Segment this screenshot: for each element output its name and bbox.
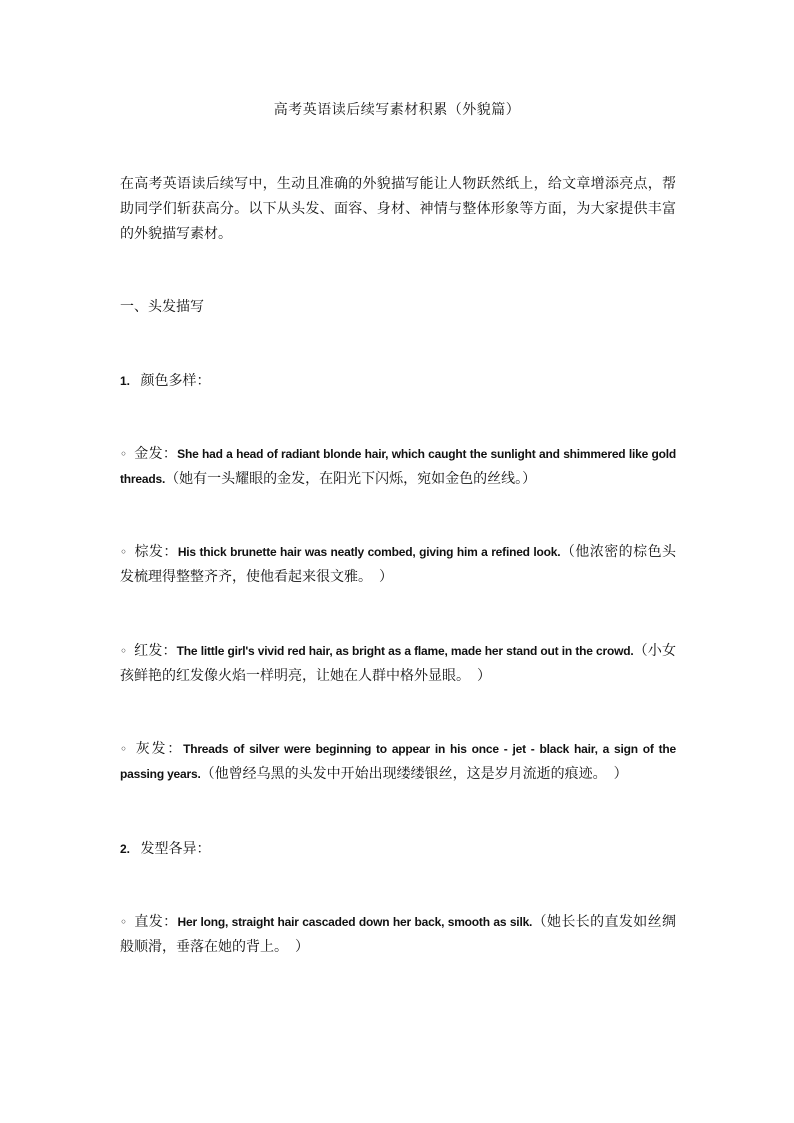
chinese-translation: （小女孩鲜艳的红发像火焰一样明亮，让她在人群中格外显眼。 ）: [120, 643, 677, 684]
list-item-red: [120, 639, 676, 689]
subheading-label: 发型各异：: [140, 841, 211, 857]
section-heading-hair: 一、头发描写: [120, 299, 204, 315]
list-item-straight: [120, 910, 676, 960]
english-sentence: The little girl's vivid red hair, as bright as a flame, made her stand out in the crowd.: [176, 644, 634, 658]
subheading-number: 2.: [120, 842, 131, 856]
bullet: ◦: [120, 447, 128, 461]
chinese-translation: （她长长的直发如丝绸般顺滑，垂落在她的背上。 ）: [120, 914, 677, 955]
term-label: 灰发：: [134, 741, 184, 757]
english-sentence: His thick brunette hair was neatly combed, giving him a refined look.: [177, 545, 561, 559]
term-label: 棕发：: [134, 544, 178, 560]
list-item-brunette: [120, 540, 676, 590]
list-item-blonde: [120, 442, 676, 492]
subheading-colors: [120, 370, 210, 390]
term-label: 红发：: [134, 643, 177, 659]
english-sentence: Threads of silver were beginning to appear in his once - jet - black hair, a sign of the passing years.: [120, 742, 677, 781]
bullet: ◦: [120, 742, 128, 756]
document-title: 高考英语读后续写素材积累（外貌篇）: [273, 102, 521, 118]
list-item-grey: [120, 737, 676, 787]
subheading-styles: [120, 838, 210, 858]
subheading-number: 1.: [120, 374, 131, 388]
term-label: 直发：: [134, 914, 178, 930]
term-label: 金发：: [134, 446, 178, 462]
bullet: ◦: [120, 644, 128, 658]
bullet: ◦: [120, 545, 128, 559]
intro-paragraph: 在高考英语读后续写中，生动且准确的外貌描写能让人物跃然纸上，给文章增添亮点，帮助同学们斩获高分。以下从头发、面容、身材、神情与整体形象等方面，为大家提供丰富的外貌描写素材。: [120, 176, 676, 242]
chinese-translation: （她有一头耀眼的金发，在阳光下闪烁，宛如金色的丝线。）: [165, 471, 537, 487]
english-sentence: Her long, straight hair cascaded down her back, smooth as silk.: [177, 915, 533, 929]
english-sentence: She had a head of radiant blonde hair, which caught the sunlight and shimmered like gold threads.: [120, 447, 677, 486]
chinese-translation: （他浓密的棕色头发梳理得整整齐齐，使他看起来很文雅。 ）: [120, 544, 677, 585]
subheading-label: 颜色多样：: [140, 373, 211, 389]
chinese-translation: （他曾经乌黑的头发中开始出现缕缕银丝，这是岁月流逝的痕迹。 ）: [200, 766, 628, 782]
bullet: ◦: [120, 915, 128, 929]
